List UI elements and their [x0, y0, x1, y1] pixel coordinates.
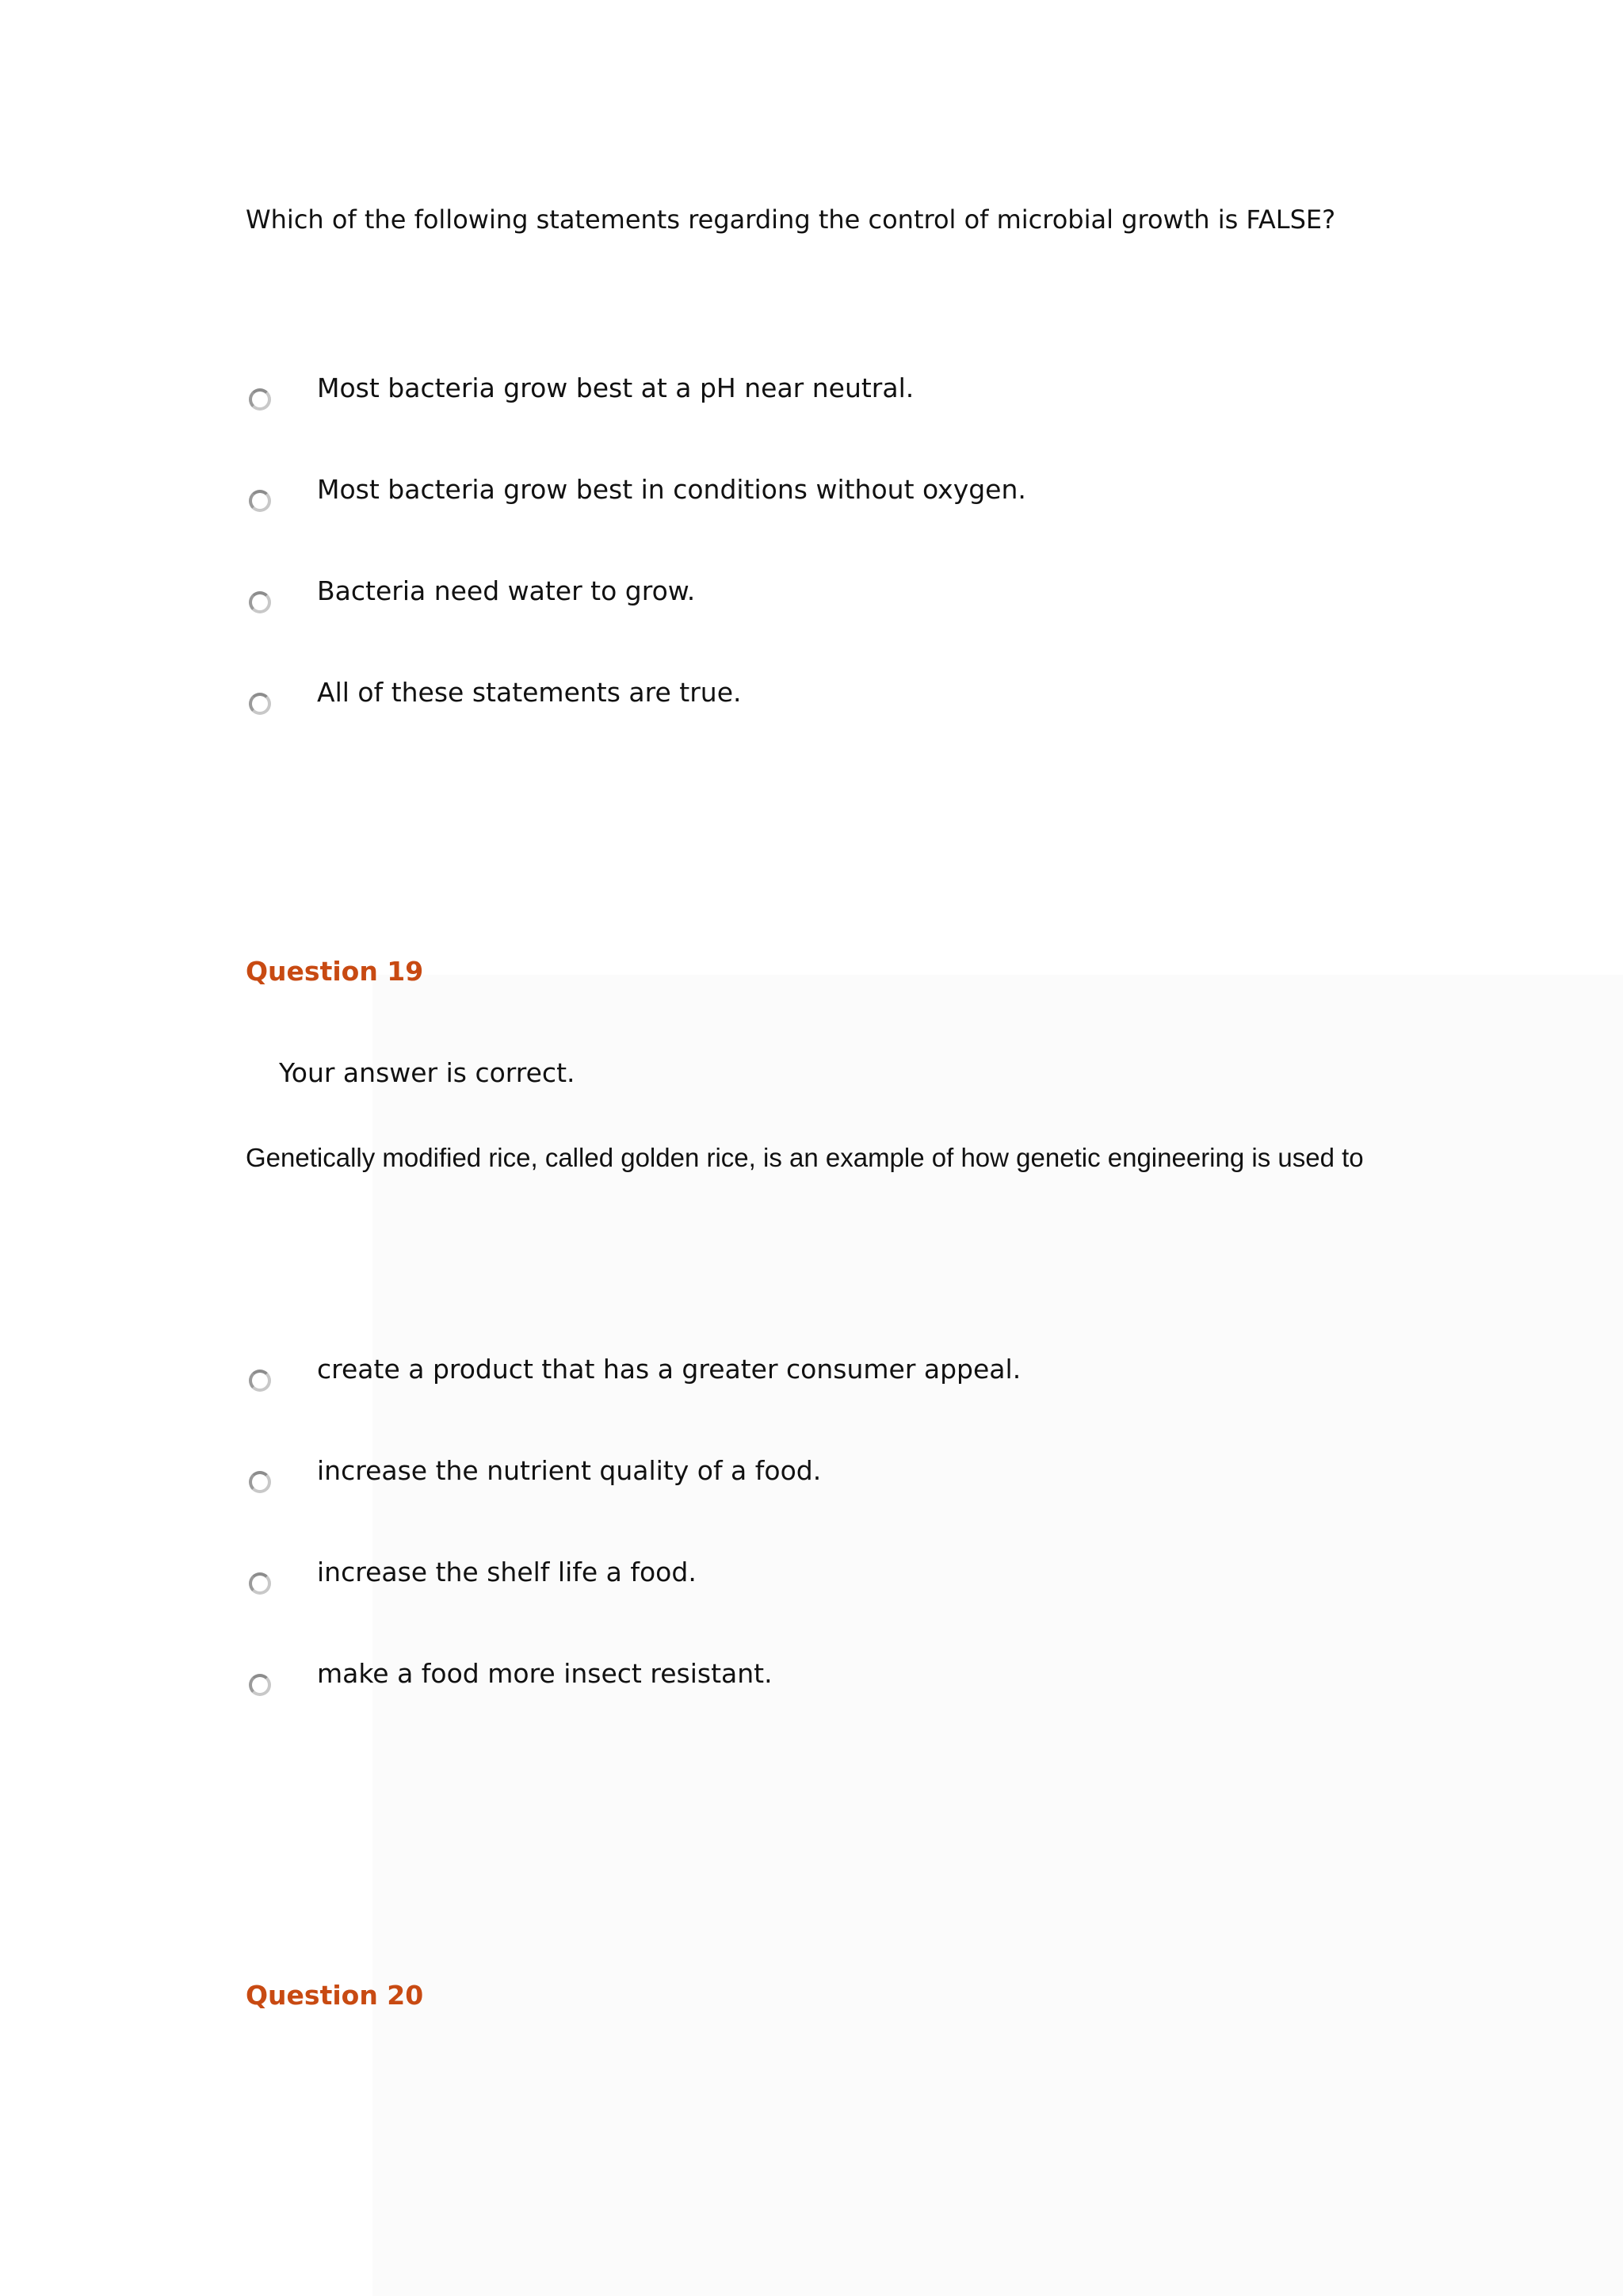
question-20-heading: Question 20: [246, 1980, 424, 2011]
q19-option-4[interactable]: [246, 1656, 1434, 1704]
option-label: increase the nutrient quality of a food.: [317, 1455, 822, 1486]
answer-feedback: Your answer is correct.: [279, 1057, 575, 1088]
q18-option-2[interactable]: [246, 472, 1434, 520]
option-label: Most bacteria grow best in conditions without oxygen.: [317, 474, 1026, 505]
radio-button-icon[interactable]: [249, 693, 271, 715]
radio-button-icon[interactable]: [249, 591, 271, 613]
question-18-text: Which of the following statements regarding the control of microbial growth is FALSE?: [246, 204, 1336, 235]
radio-button-icon[interactable]: [249, 1370, 271, 1392]
question-19-text: Genetically modified rice, called golden rice, is an example of how genetic engineering is used to: [246, 1143, 1364, 1172]
q18-option-1[interactable]: [246, 371, 1434, 418]
q18-option-3[interactable]: [246, 574, 1434, 621]
q19-option-1[interactable]: [246, 1352, 1434, 1400]
q19-option-2[interactable]: [246, 1454, 1434, 1501]
question-19-heading: Question 19: [246, 956, 424, 987]
q18-option-4[interactable]: [246, 675, 1434, 723]
q19-option-3[interactable]: [246, 1555, 1434, 1603]
radio-button-icon[interactable]: [249, 1572, 271, 1595]
radio-button-icon[interactable]: [249, 1674, 271, 1696]
radio-button-icon[interactable]: [249, 490, 271, 512]
radio-button-icon[interactable]: [249, 1471, 271, 1493]
option-label: increase the shelf life a food.: [317, 1557, 697, 1587]
option-label: Bacteria need water to grow.: [317, 575, 696, 606]
radio-button-icon[interactable]: [249, 388, 271, 411]
option-label: Most bacteria grow best at a pH near neutral.: [317, 372, 915, 403]
option-label: All of these statements are true.: [317, 677, 742, 708]
option-label: make a food more insect resistant.: [317, 1658, 773, 1689]
option-label: create a product that has a greater consumer appeal.: [317, 1354, 1022, 1385]
